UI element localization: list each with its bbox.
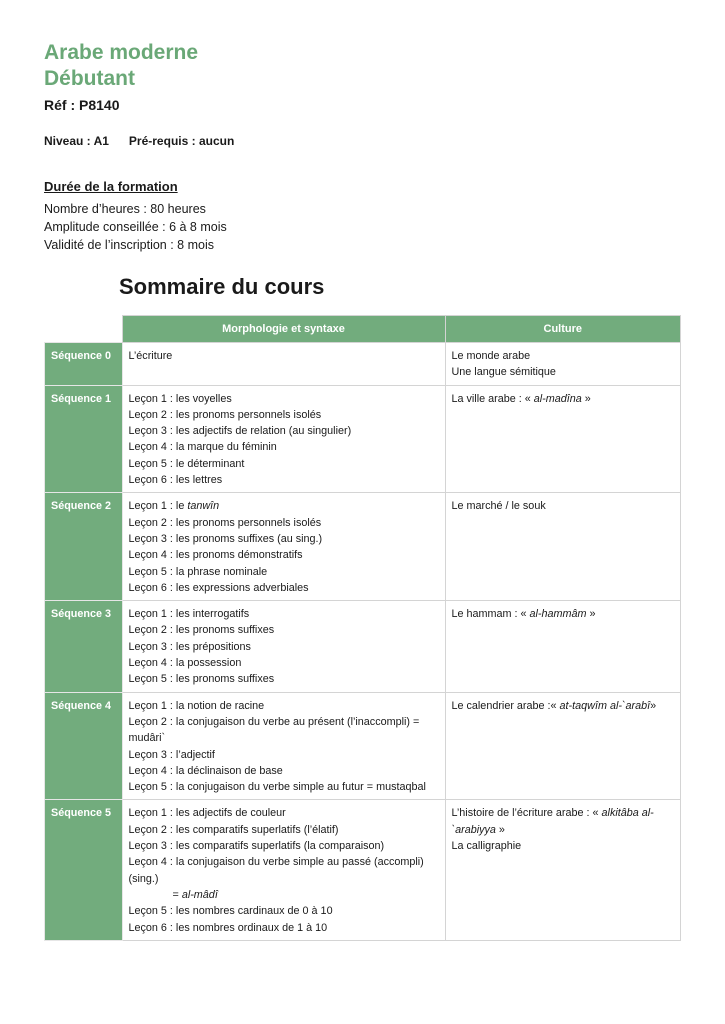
lesson-item: Leçon 5 : les nombres cardinaux de 0 à 10 [128, 905, 333, 918]
culture-item: La calligraphie [451, 840, 522, 853]
course-title [44, 40, 198, 92]
course-title-line2: Débutant [44, 67, 135, 90]
culture-text: L’histoire de l’écriture arabe : « [451, 807, 602, 820]
course-meta [44, 134, 234, 148]
duree-heading: Durée de la formation [44, 179, 178, 194]
lesson-item: Leçon 2 : les pronoms suffixes [128, 624, 275, 637]
table-row [45, 692, 681, 800]
culture-cell [445, 385, 681, 493]
sequence-label: Séquence 3 [45, 601, 123, 692]
lesson-item: Leçon 3 : les prépositions [128, 640, 251, 653]
lesson-item: Leçon 2 : les pronoms personnels isolés [128, 516, 322, 529]
duree-item: Validité de l’inscription : 8 mois [44, 238, 214, 252]
culture-term: al-madîna [533, 392, 582, 405]
lesson-item: Leçon 1 : les voyelles [128, 392, 232, 405]
lesson-continuation [129, 887, 439, 903]
lesson-item: Leçon 3 : l’adjectif [128, 748, 215, 761]
duree-item: Nombre d’heures : 80 heures [44, 202, 206, 216]
culture-item: Le marché / le souk [451, 500, 546, 513]
lesson-item: Leçon 1 : les interrogatifs [128, 608, 250, 621]
culture-item [452, 698, 675, 714]
sequence-label: Séquence 2 [45, 493, 123, 601]
culture-text: » [650, 699, 657, 712]
culture-text: » [581, 392, 591, 405]
course-title-line1: Arabe moderne [44, 41, 199, 64]
lesson-item [129, 854, 439, 903]
lesson-item: Leçon 2 : les pronoms personnels isolés [128, 408, 322, 421]
lesson-item: Leçon 1 : les adjectifs de couleur [128, 807, 286, 820]
morphologie-cell [122, 493, 445, 601]
culture-cell [445, 601, 681, 692]
table-row [45, 343, 681, 386]
culture-text: La ville arabe : « [451, 392, 534, 405]
lesson-item: Leçon 1 : la notion de racine [128, 699, 265, 712]
lesson-item: Leçon 3 : les adjectifs de relation (au singulier) [128, 425, 352, 438]
header-morphologie: Morphologie et syntaxe [122, 316, 445, 343]
course-summary-table [44, 315, 681, 941]
lesson-term: tanwîn [187, 500, 220, 513]
lesson-item: Leçon 5 : la phrase nominale [128, 565, 268, 578]
morphologie-cell [122, 385, 445, 493]
prerequis-label: Pré-requis : aucun [128, 134, 235, 148]
culture-cell [445, 800, 681, 940]
culture-cell [445, 692, 681, 800]
culture-term: at-taqwîm al-`arabî [559, 699, 651, 712]
morphologie-cell [122, 692, 445, 800]
lesson-item [129, 498, 439, 514]
culture-text: » [495, 823, 505, 836]
table-header-row [45, 316, 681, 343]
lesson-item: Leçon 5 : les pronoms suffixes [128, 673, 275, 686]
culture-text: » [586, 608, 596, 621]
lesson-item: L’écriture [128, 350, 173, 362]
lesson-term: al-mâdî [181, 888, 218, 901]
culture-term: al-hammâm [529, 608, 587, 621]
culture-item [452, 391, 675, 407]
morphologie-cell [122, 800, 445, 940]
culture-item [452, 606, 675, 622]
culture-item [452, 805, 675, 838]
culture-item: Une langue sémitique [451, 366, 556, 379]
lesson-item: Leçon 6 : les lettres [128, 474, 223, 487]
lesson-item: Leçon 3 : les comparatifs superlatifs (la comparaison) [128, 840, 385, 853]
sommaire-title: Sommaire du cours [119, 274, 325, 299]
lesson-item: Leçon 2 : les comparatifs superlatifs (l’élatif) [128, 823, 339, 836]
culture-text: Le hammam : « [451, 608, 530, 621]
lesson-item: Leçon 5 : le déterminant [128, 457, 245, 470]
lesson-text: = [172, 888, 182, 901]
sequence-label: Séquence 4 [45, 692, 123, 800]
lesson-item: Leçon 5 : la conjugaison du verbe simple au futur = mustaqbal [128, 781, 426, 794]
culture-term: alkitâba al-`arabiyya [451, 807, 654, 836]
lesson-item: Leçon 2 : la conjugaison du verbe au présent (l’inaccompli) = mudâri` [128, 715, 420, 745]
culture-cell [445, 343, 681, 386]
lesson-item: Leçon 4 : la déclinaison de base [128, 764, 283, 777]
sequence-label: Séquence 0 [45, 343, 123, 386]
lesson-item: Leçon 6 : les nombres ordinaux de 1 à 10 [128, 921, 328, 934]
reference-code: Réf : P8140 [44, 97, 120, 113]
lesson-item: Leçon 6 : les expressions adverbiales [128, 581, 309, 594]
sequence-label: Séquence 1 [45, 385, 123, 493]
lesson-text: Leçon 4 : la conjugaison du verbe simple au passé (accompli) (sing.) [128, 856, 424, 885]
header-culture: Culture [445, 316, 681, 343]
duree-list [44, 200, 227, 254]
header-blank-cell [45, 316, 123, 343]
niveau-label: Niveau : A1 [44, 134, 109, 148]
duree-item: Amplitude conseillée : 6 à 8 mois [44, 220, 227, 234]
sequence-label: Séquence 5 [45, 800, 123, 940]
table-row [45, 493, 681, 601]
lesson-text: Leçon 1 : le [128, 500, 188, 513]
culture-text: Le calendrier arabe :« [451, 699, 560, 712]
morphologie-cell [122, 343, 445, 386]
lesson-item: Leçon 4 : la marque du féminin [128, 441, 277, 454]
culture-item: Le monde arabe [451, 350, 531, 362]
table-row [45, 800, 681, 940]
table-row [45, 385, 681, 493]
culture-cell [445, 493, 681, 601]
lesson-item: Leçon 4 : les pronoms démonstratifs [128, 549, 303, 562]
table-row [45, 601, 681, 692]
morphologie-cell [122, 601, 445, 692]
lesson-item: Leçon 4 : la possession [128, 657, 242, 670]
lesson-item: Leçon 3 : les pronoms suffixes (au sing.) [128, 532, 323, 545]
